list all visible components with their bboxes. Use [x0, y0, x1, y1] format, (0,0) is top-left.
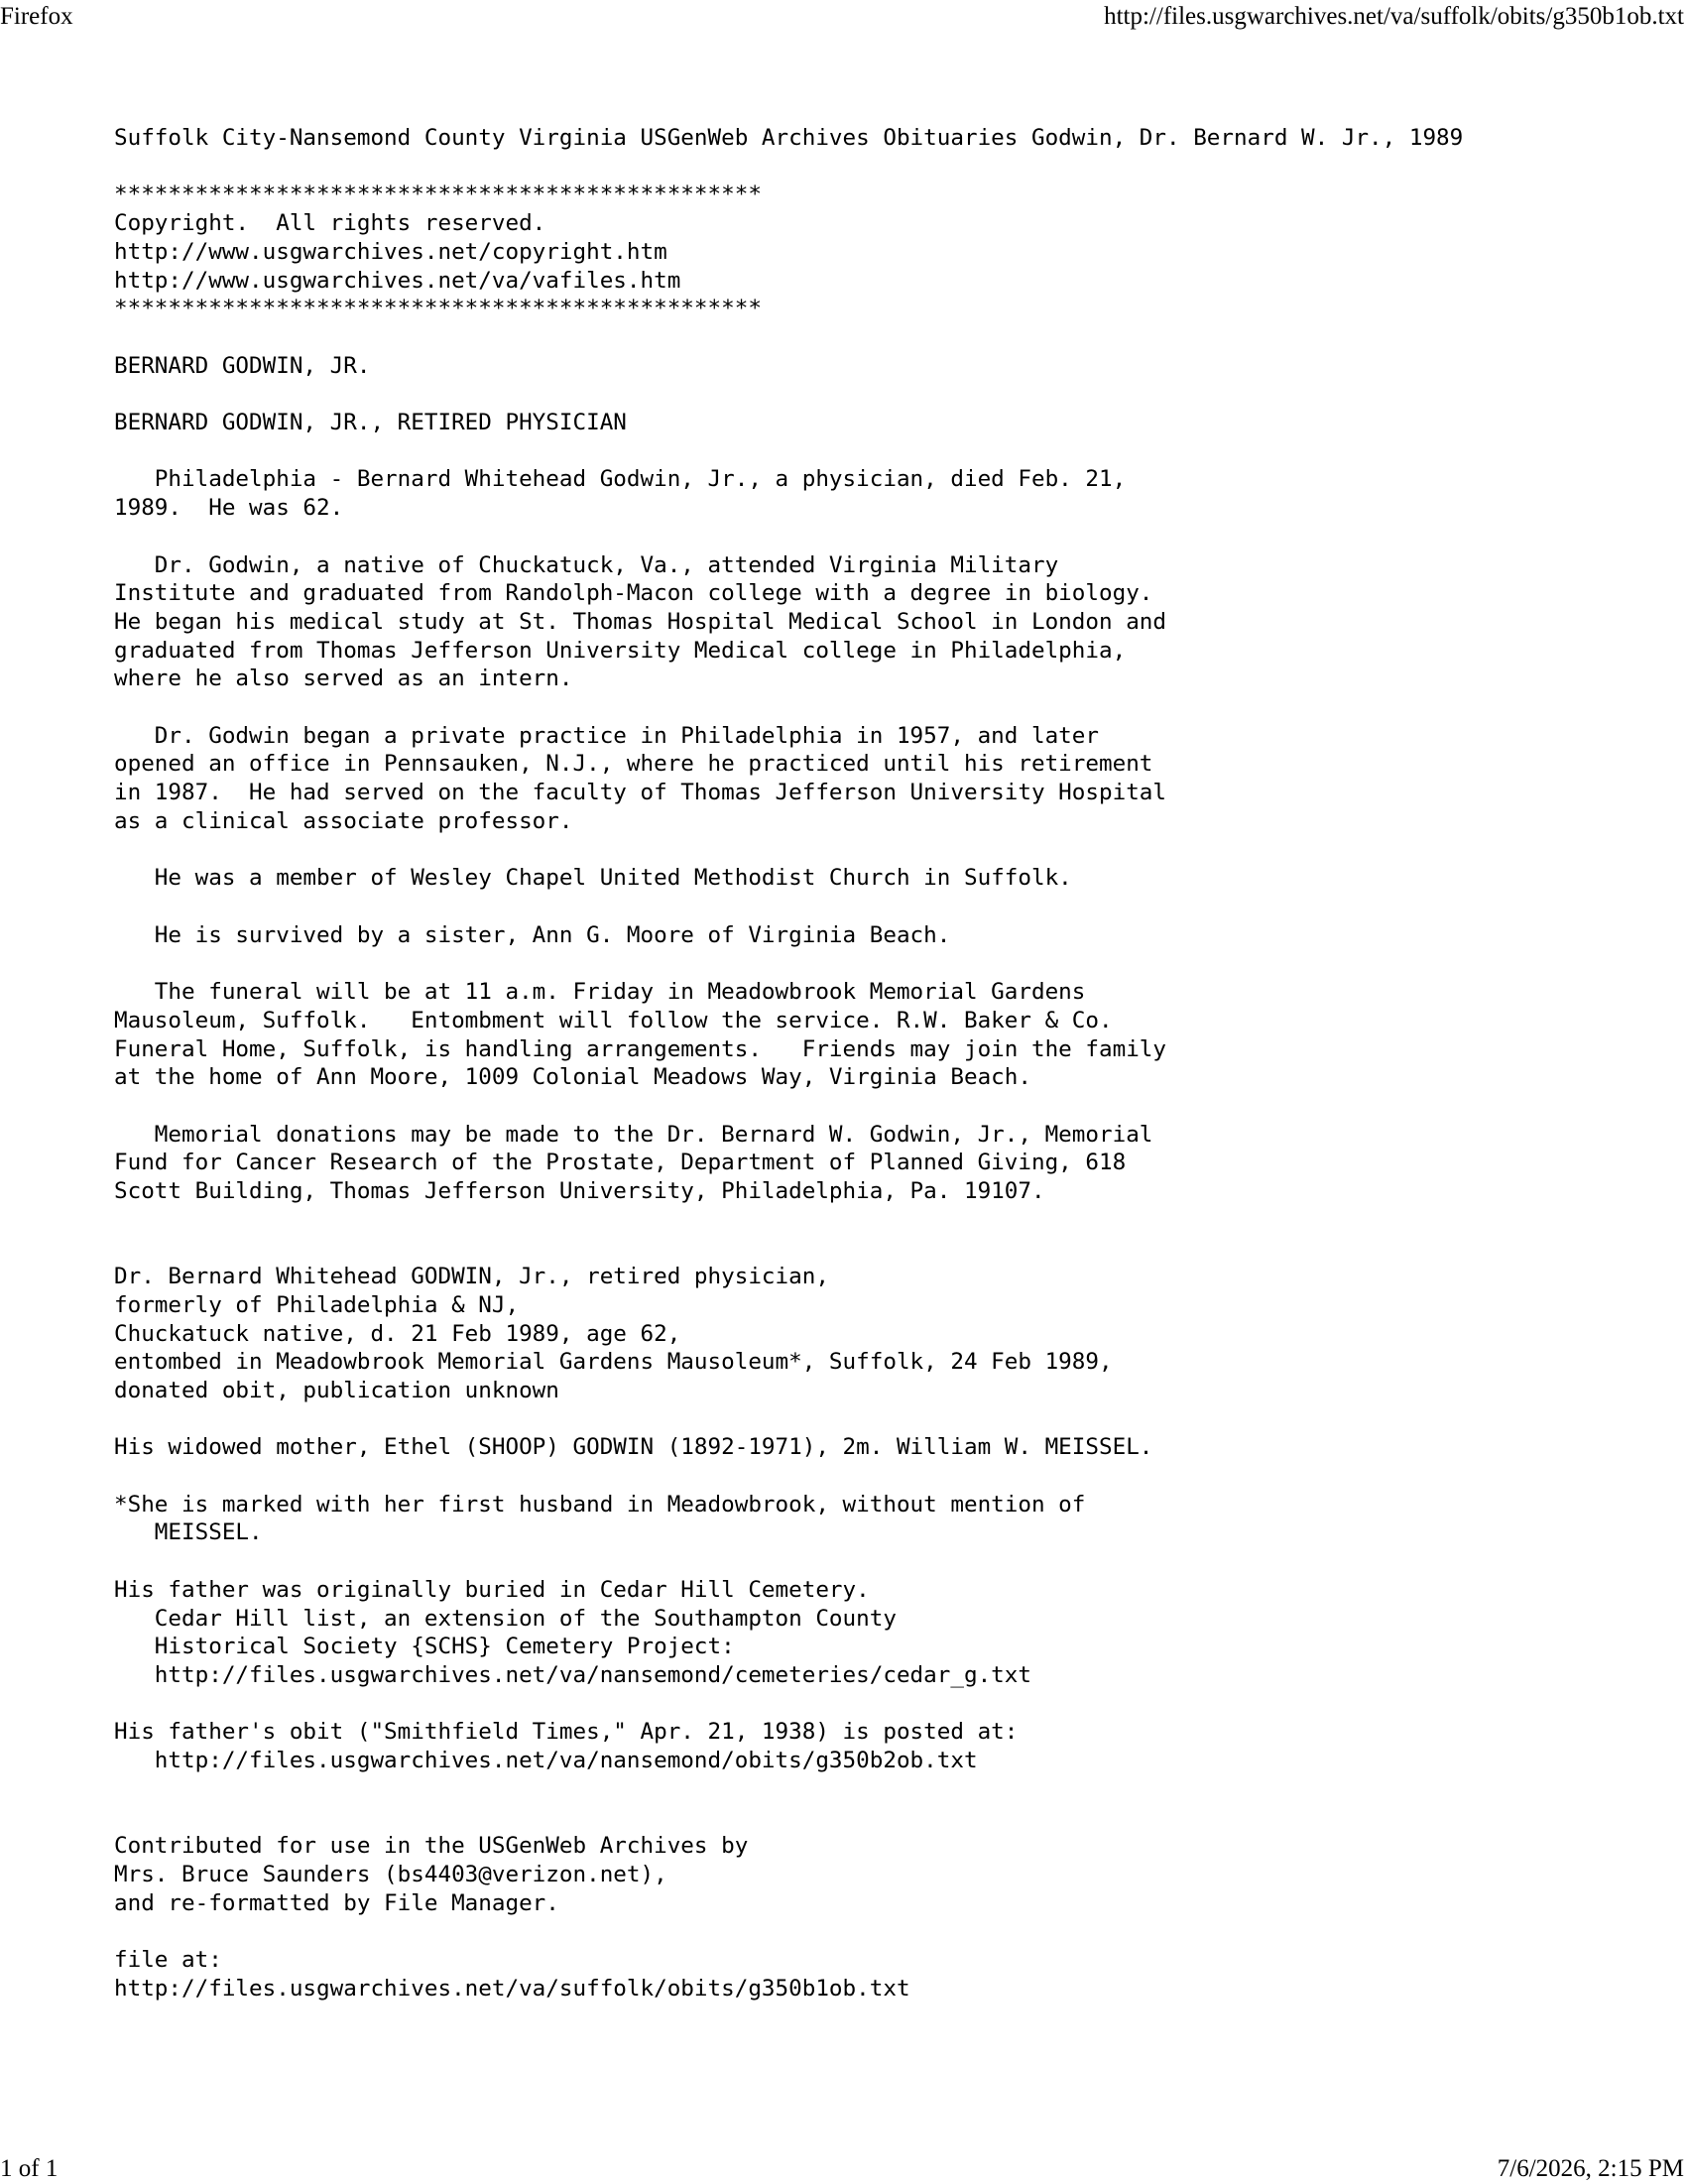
print-header-app-name: Firefox	[0, 3, 73, 30]
print-footer-datetime: 7/6/2026, 2:15 PM	[1497, 2155, 1684, 2182]
print-header-url: http://files.usgwarchives.net/va/suffolk/obits/g350b1ob.txt	[1104, 3, 1684, 30]
print-footer-page-indicator: 1 of 1	[0, 2155, 59, 2182]
document-text: Suffolk City-Nansemond County Virginia USGenWeb Archives Obituaries Godwin, Dr. Bernard W. Jr., 1989 ************************************************ Copyright. All rights reserved. http://www.usgwarchives.net/copyright.htm http://www.usgwarchives.net/va/vafiles.htm ************************************************ BERNARD GODWIN, JR. BERNARD GODWIN, JR., RETIRED PHYSICIAN Philadelphia - Bernard Whitehead Godwin, Jr., a physician, died Feb. 21, 1989. He was 62. Dr. Godwin, a native of Chuckatuck, Va., attended Virginia Military Institute and graduated from Randolph-Macon college with a degree in biology. He began his medical study at St. Thomas Hospital Medical School in London and graduated from Thomas Jefferson University Medical college in Philadelphia, where he also served as an intern. Dr. Godwin began a private practice in Philadelphia in 1957, and later opened an office in Pennsauken, N.J., where he practiced until his retirement in 1987. He had served on the faculty of Thomas Jefferson University Hospital as a clinical associate professor. He was a member of Wesley Chapel United Methodist Church in Suffolk. He is survived by a sister, Ann G. Moore of Virginia Beach. The funeral will be at 11 a.m. Friday in Meadowbrook Memorial Gardens Mausoleum, Suffolk. Entombment will follow the service. R.W. Baker & Co. Funeral Home, Suffolk, is handling arrangements. Friends may join the family at the home of Ann Moore, 1009 Colonial Meadows Way, Virginia Beach. Memorial donations may be made to the Dr. Bernard W. Godwin, Jr., Memorial Fund for Cancer Research of the Prostate, Department of Planned Giving, 618 Scott Building, Thomas Jefferson University, Philadelphia, Pa. 19107. Dr. Bernard Whitehead GODWIN, Jr., retired physician, formerly of Philadelphia & NJ, Chuckatuck native, d. 21 Feb 1989, age 62, entombed in Meadowbrook Memorial Gardens Mausoleum*, Suffolk, 24 Feb 1989, donated obit, publication unknown His widowed mother, Ethel (SHOOP) GODWIN (1892-1971), 2m. William W. MEISSEL. *She is marked with her first husband in Meadowbrook, without mention of MEISSEL. His father was originally buried in Cedar Hill Cemetery. Cedar Hill list, an extension of the Southampton County Historical Society {SCHS} Cemetery Project: http://files.usgwarchives.net/va/nansemond/cemeteries/cedar_g.txt His father's obit ("Smithfield Times," Apr. 21, 1938) is posted at: http://files.usgwarchives.net/va/nansemond/obits/g350b2ob.txt Contributed for use in the USGenWeb Archives by Mrs. Bruce Saunders (bs4403@verizon.net), and re-formatted by File Manager. file at: http://files.usgwarchives.net/va/suffolk/obits/g350b1ob.txt	[114, 125, 1464, 2002]
